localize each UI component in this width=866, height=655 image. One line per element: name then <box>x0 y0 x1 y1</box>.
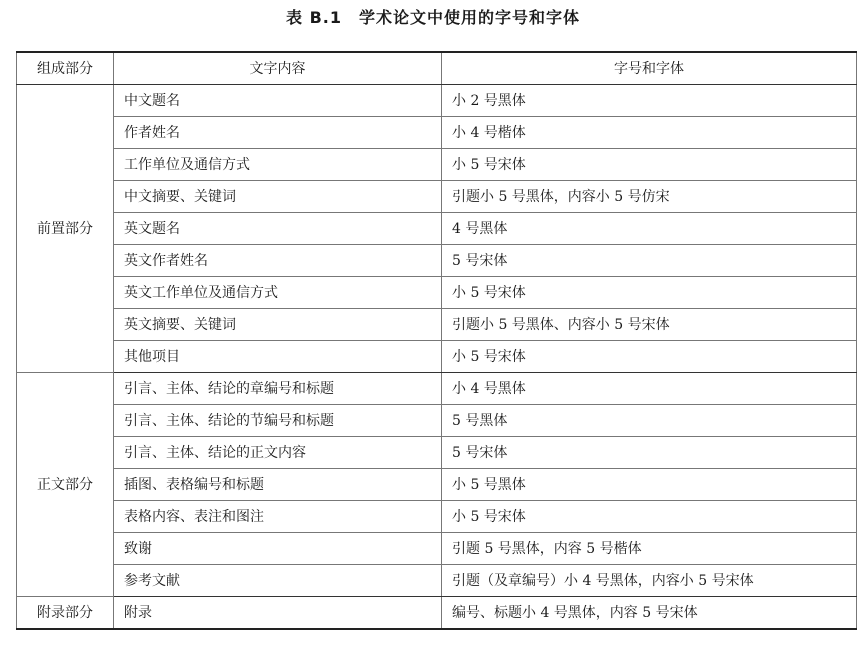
content-cell: 中文摘要、关键词 <box>114 181 442 213</box>
content-cell: 致谢 <box>114 533 442 565</box>
font-cell: 小 2 号黑体 <box>442 85 857 117</box>
font-cell: 引题小 5 号黑体、内容小 5 号宋体 <box>442 309 857 341</box>
content-cell: 表格内容、表注和图注 <box>114 501 442 533</box>
table-row <box>17 597 857 630</box>
content-cell: 引言、主体、结论的正文内容 <box>114 437 442 469</box>
content-cell: 引言、主体、结论的章编号和标题 <box>114 373 442 405</box>
font-cell: 引题小 5 号黑体，内容小 5 号仿宋 <box>442 181 857 213</box>
font-cell: 5 号宋体 <box>442 437 857 469</box>
table-row <box>17 117 857 149</box>
table-row <box>17 277 857 309</box>
table-row <box>17 533 857 565</box>
font-cell: 小 5 号宋体 <box>442 501 857 533</box>
font-cell: 小 5 号黑体 <box>442 469 857 501</box>
group-cell-body: 正文部分 <box>17 373 114 597</box>
header-content: 文字内容 <box>114 52 442 85</box>
content-cell: 插图、表格编号和标题 <box>114 469 442 501</box>
table-row <box>17 469 857 501</box>
font-cell: 4 号黑体 <box>442 213 857 245</box>
header-font: 字号和字体 <box>442 52 857 85</box>
content-cell: 工作单位及通信方式 <box>114 149 442 181</box>
font-cell: 小 4 号黑体 <box>442 373 857 405</box>
font-cell: 引题 5 号黑体，内容 5 号楷体 <box>442 533 857 565</box>
table-row <box>17 309 857 341</box>
table-row <box>17 149 857 181</box>
table-row <box>17 181 857 213</box>
group-cell-front: 前置部分 <box>17 85 114 373</box>
table-row <box>17 565 857 597</box>
font-cell: 小 5 号宋体 <box>442 149 857 181</box>
font-cell: 编号、标题小 4 号黑体，内容 5 号宋体 <box>442 597 857 630</box>
table-row <box>17 85 857 117</box>
content-cell: 其他项目 <box>114 341 442 373</box>
content-cell: 英文作者姓名 <box>114 245 442 277</box>
content-cell: 引言、主体、结论的节编号和标题 <box>114 405 442 437</box>
content-cell: 中文题名 <box>114 85 442 117</box>
table-row <box>17 501 857 533</box>
table-row <box>17 437 857 469</box>
font-cell: 5 号宋体 <box>442 245 857 277</box>
font-cell: 小 5 号宋体 <box>442 341 857 373</box>
table-row <box>17 341 857 373</box>
table-title: 表 B.1 学术论文中使用的字号和字体 <box>286 8 580 27</box>
font-cell: 5 号黑体 <box>442 405 857 437</box>
header-section: 组成部分 <box>17 52 114 85</box>
content-cell: 作者姓名 <box>114 117 442 149</box>
content-cell: 参考文献 <box>114 565 442 597</box>
font-cell: 小 4 号楷体 <box>442 117 857 149</box>
table-header-row <box>17 52 857 85</box>
table-row <box>17 373 857 405</box>
table-row <box>17 245 857 277</box>
content-cell: 附录 <box>114 597 442 630</box>
table-row <box>17 405 857 437</box>
content-cell: 英文工作单位及通信方式 <box>114 277 442 309</box>
font-cell: 引题（及章编号）小 4 号黑体，内容小 5 号宋体 <box>442 565 857 597</box>
font-cell: 小 5 号宋体 <box>442 277 857 309</box>
table-row <box>17 213 857 245</box>
content-cell: 英文摘要、关键词 <box>114 309 442 341</box>
group-cell-appendix: 附录部分 <box>17 597 114 630</box>
font-spec-table <box>16 51 857 630</box>
content-cell: 英文题名 <box>114 213 442 245</box>
